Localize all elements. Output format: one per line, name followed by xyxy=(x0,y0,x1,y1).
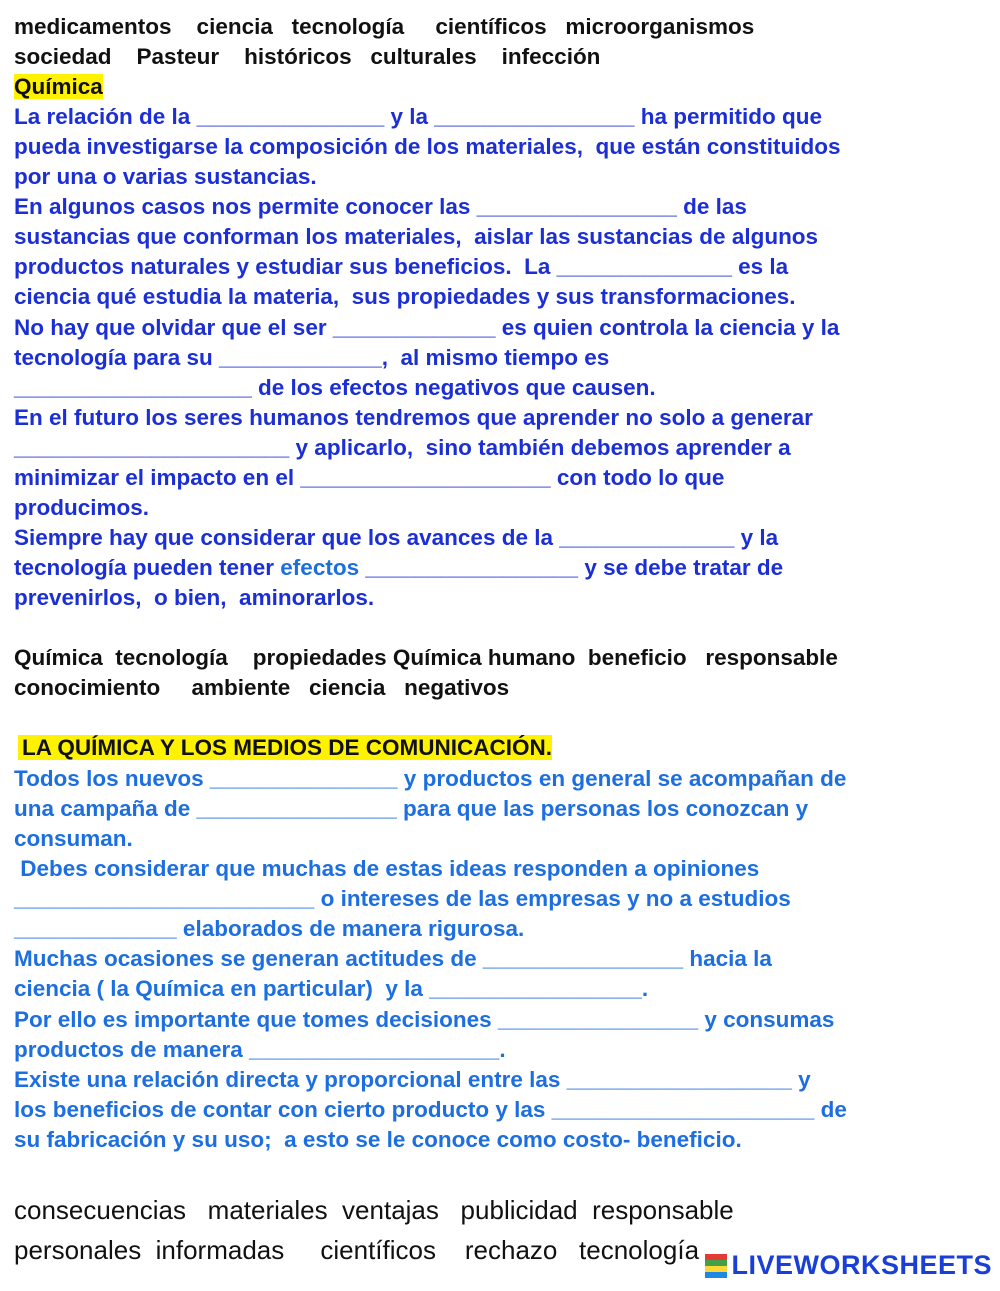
paragraph-line: No hay que olvidar que el ser _____________ es quien controla la ciencia y la xyxy=(14,315,840,340)
paragraph-line: Siempre hay que considerar que los avances de la ______________ y la xyxy=(14,525,779,550)
section-heading-quimica xyxy=(14,72,103,102)
line-end: _________________ y se debe tratar de xyxy=(359,555,784,580)
paragraph-line: prevenirlos, o bien, aminorarlos. xyxy=(14,585,375,610)
paragraph-line: Debes considerar que muchas de estas ideas responden a opiniones xyxy=(14,856,760,881)
paragraph-line: En algunos casos nos permite conocer las ________________ de las xyxy=(14,194,747,219)
paragraph-line: Todos los nuevos _______________ y productos en general se acompañan de xyxy=(14,766,847,791)
paragraph-line: ________________________ o intereses de las empresas y no a estudios xyxy=(14,886,791,911)
line-start: tecnología pueden tener xyxy=(14,555,281,580)
cube-stripe xyxy=(705,1272,727,1278)
paragraph-line: una campaña de ________________ para que las personas los conozcan y xyxy=(14,796,809,821)
paragraph-line: _____________ elaborados de manera rigurosa. xyxy=(14,916,525,941)
paragraph-line: producimos. xyxy=(14,495,150,520)
word-bank-line: personales informadas científicos rechazo tecnología xyxy=(14,1235,700,1265)
word-bank-line: conocimiento ambiente ciencia negativos xyxy=(14,675,510,700)
paragraph-line: consuman. xyxy=(14,826,133,851)
paragraph-line: su fabricación y su uso; a esto se le conoce como costo- beneficio. xyxy=(14,1127,742,1152)
paragraph-line: La relación de la _______________ y la ________________ ha permitido que xyxy=(14,104,823,129)
efectos-word: efectos xyxy=(280,555,360,580)
logo-cube-icon xyxy=(705,1254,727,1278)
paragraph-line: productos de manera ____________________. xyxy=(14,1037,506,1062)
paragraph-line: por una o varias sustancias. xyxy=(14,164,317,189)
word-bank-line: Química tecnología propiedades Química humano beneficio responsable xyxy=(14,645,838,670)
paragraph-line: los beneficios de contar con cierto producto y las _____________________ de xyxy=(14,1097,847,1122)
paragraph-line: ciencia qué estudia la materia, sus propiedades y sus transformaciones. xyxy=(14,284,796,309)
word-bank-line: consecuencias materiales ventajas publicidad responsable xyxy=(14,1195,734,1225)
paragraph-line: En el futuro los seres humanos tendremos que aprender no solo a generar xyxy=(14,405,813,430)
paragraph-line: Existe una relación directa y proporcional entre las __________________ y xyxy=(14,1067,811,1092)
word-bank-line: sociedad Pasteur históricos culturales infección xyxy=(14,44,601,69)
heading-text: Química xyxy=(14,74,103,99)
paragraph-line: ______________________ y aplicarlo, sino también debemos aprender a xyxy=(14,435,791,460)
paragraph-line: ciencia ( la Química en particular) y la _________________. xyxy=(14,976,649,1001)
paragraph-line: sustancias que conforman los materiales, aislar las sustancias de algunos xyxy=(14,224,819,249)
paragraph-line: tecnología para su _____________, al mismo tiempo es xyxy=(14,345,610,370)
paragraph-line: pueda investigarse la composición de los materiales, que están constituidos xyxy=(14,134,841,159)
logo-text: LIVEWORKSHEETS xyxy=(731,1250,992,1280)
paragraph-line: Por ello es importante que tomes decisiones ________________ y consumas xyxy=(14,1007,835,1032)
paragraph-line: ___________________ de los efectos negativos que causen. xyxy=(14,375,656,400)
paragraph-line: minimizar el impacto en el ____________________ con todo lo que xyxy=(14,465,725,490)
liveworksheets-logo[interactable] xyxy=(705,1250,992,1281)
paragraph-line xyxy=(14,553,783,583)
word-bank-line: medicamentos ciencia tecnología científicos microorganismos xyxy=(14,14,755,39)
paragraph-line: productos naturales y estudiar sus beneficios. La ______________ es la xyxy=(14,254,789,279)
section-heading-medios xyxy=(18,733,552,763)
heading-text: LA QUÍMICA Y LOS MEDIOS DE COMUNICACIÓN. xyxy=(18,735,552,760)
paragraph-line: Muchas ocasiones se generan actitudes de ________________ hacia la xyxy=(14,946,772,971)
